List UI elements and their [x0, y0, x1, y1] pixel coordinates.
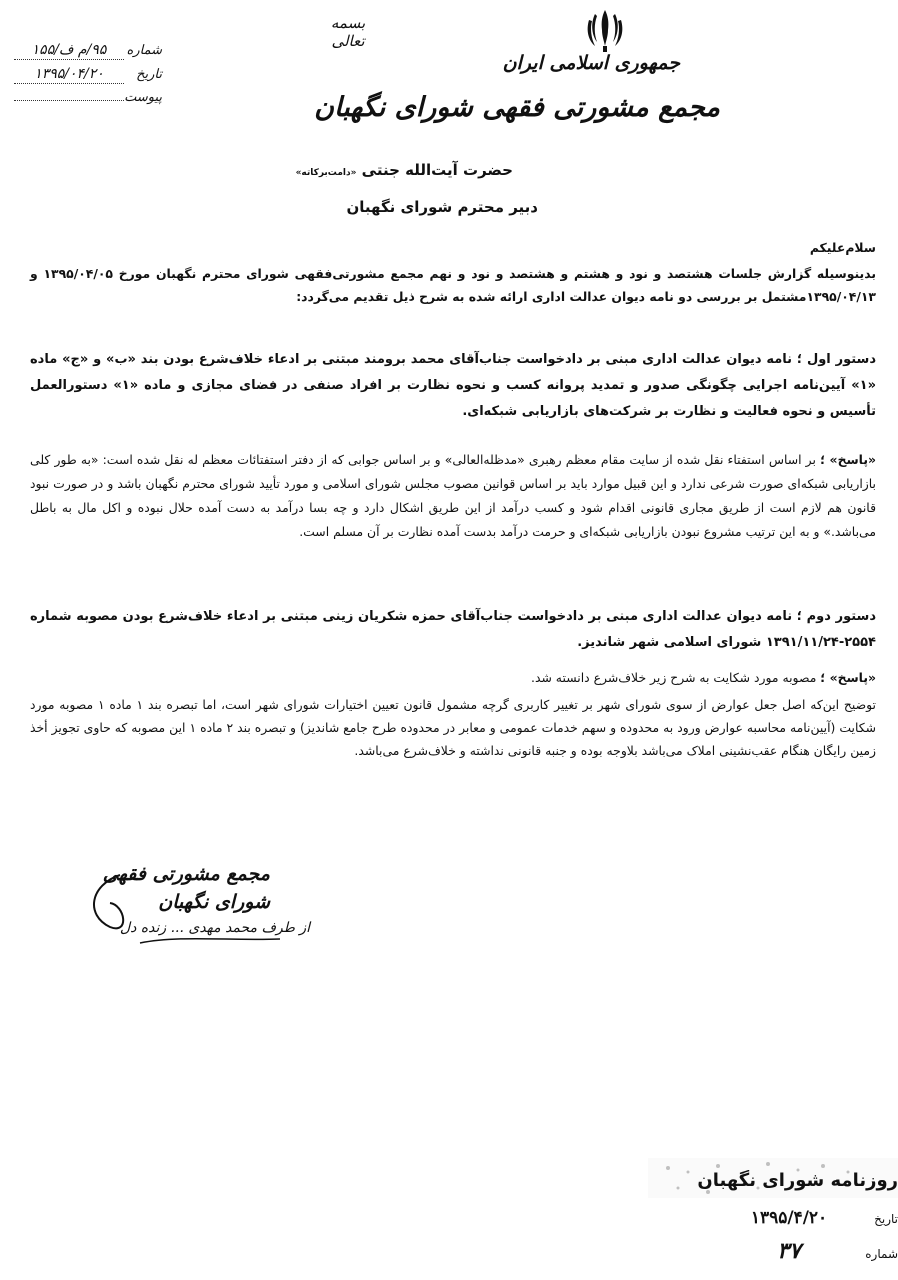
greeting: سلام‌علیکم	[809, 240, 876, 255]
council-title: مجمع مشورتی فقهی شورای نگهبان	[314, 92, 720, 123]
answer-1	[30, 448, 876, 544]
answer-1-tag: «پاسخ» ؛	[820, 452, 876, 467]
ref-attachment-value	[14, 99, 124, 101]
stamp-number-label: شماره	[865, 1247, 898, 1261]
reference-block	[12, 42, 162, 114]
ref-number-label: شماره	[126, 43, 162, 58]
addressee-title: دبیر محترم شورای نگهبان	[346, 198, 538, 216]
stamp-date-label: تاریخ	[874, 1212, 898, 1226]
ref-date-label: تاریخ	[136, 67, 162, 82]
explanation-paragraph: توضیح این‌که اصل جعل عوارض از سوی شورای شهر بر تغییر کاربری گرچه مشمول قانون تعیین اختیارات شورای شهر است، اما تبصره بند ۱ ماده ۱ مصوبه مورد شکایت (آیین‌نامه محاسبه عوارض ورود به محدوده و سهم خدمات عمومی و معابر در محدوده طرح جامع شاندیز) و تبصره بند ۲ ماده ۱ این مصوبه که حاوی تجویز أخذ زمین رایگان هنگام عقب‌نشینی املاک می‌باشد بلاوجه بوده و جنبه قانونی نداشته و خلاف‌شرع می‌باشد.	[30, 697, 876, 758]
intro-paragraph: بدینوسیله گزارش جلسات هشتصد و نود و هشتم و هشتصد و نود و نهم مجمع مشورتی‌فقهی شورای محترم نگهبان مورخ ۱۳۹۵/۰۴/۰۵ و ۱۳۹۵/۰۴/۱۳مشتمل بر بررسی دو نامه دیوان عدالت اداری ارائه شده به شرح ذیل تقدیم می‌گردد:	[30, 266, 877, 304]
signature-name: از طرف محمد مهدی ... زنده دل	[119, 920, 310, 936]
ref-attachment-line	[12, 90, 162, 114]
answer-1-text: بر اساس استفتاء نقل شده از سایت مقام معظم رهبری «مدظله‌العالی» و بر اساس جوابی که از دفتر استفتائات معظم له نقل شده است: «به طور کلی بازاریابی شبکه‌ای صورت شرعی ندارد و این قبیل موارد باید بر اساس قوانین مصوب مجلس شورای اسلامی و مورد تأیید شورای محترم نگهبان باشد و در صورت نبود قانون هم لازم است از طریق مجاری قانونی اقدام شود و کسب درآمد از این طریق اشکال دارد و چه بسا درآمد به دست آمده حلال نبوده و اکل مال به باطل می‌باشد.» و به این ترتیب مشروع نبودن بازاریابی شبکه‌ای و حرمت درآمد بدست آمده نظارت بر آن مسلم است.	[30, 452, 876, 539]
stamp-date-row	[730, 1208, 898, 1228]
agenda-item-1: دستور اول ؛ نامه دیوان عدالت اداری مبنی بر دادخواست جناب‌آقای محمد برومند مبتنی بر ادعاء خلاف‌شرع بودن بند «ب» و «ج» ماده «۱» آیین‌نامه اجرایی چگونگی صدور و تمدید پروانه کسب و نحوه نظارت بر افراد صنفی در فضای مجازی و ماده «۱» دستورالعمل تأسیس و نحوه فعالیت و نظارت بر شرکت‌های بازاریابی شبکه‌ای.	[30, 352, 876, 419]
ref-attachment-label: پیوست	[124, 90, 162, 105]
answer-2	[30, 666, 876, 689]
ref-number-value: ۹۵/م ف/۱۵۵	[14, 42, 124, 60]
ref-date-line	[12, 66, 162, 90]
signature-title: مجمع مشورتی فقهی شورای نگهبان	[102, 863, 270, 913]
answer-2-text: مصوبه مورد شکایت به شرح زیر خلاف‌شرع دانسته شد.	[531, 670, 817, 685]
ref-number-line	[12, 42, 162, 66]
stamp-date-value: ۱۳۹۵/۴/۲۰	[750, 1208, 828, 1228]
bismillah-heading: بسمه تعالی	[330, 14, 366, 50]
iran-emblem-icon	[585, 6, 625, 54]
stamp-number-value: ۳۷	[777, 1238, 801, 1264]
stamp-title: روزنامه شورای نگهبان	[697, 1170, 898, 1191]
agenda-item-2: دستور دوم ؛ نامه دیوان عدالت اداری مبنی بر دادخواست جناب‌آقای حمزه شکریان زینی مبتنی بر ادعاء خلاف‌شرع بودن مصوبه شماره ۲۵۵۴-۱۳۹۱/۱۱/۲۴ شورای اسلامی شهر شاندیز.	[30, 609, 876, 650]
addressee-name	[296, 161, 513, 179]
republic-title: جمهوری اسلامی ایران	[502, 52, 680, 74]
stamp-number-row	[730, 1238, 898, 1264]
answer-2-tag: «پاسخ» ؛	[820, 670, 876, 685]
addressee-honorific: «دامت‌برکاته»	[295, 168, 357, 178]
addressee-line1: حضرت آیت‌الله جنتی	[361, 161, 513, 179]
ref-date-value: ۱۳۹۵/۰۴/۲۰	[14, 66, 124, 84]
